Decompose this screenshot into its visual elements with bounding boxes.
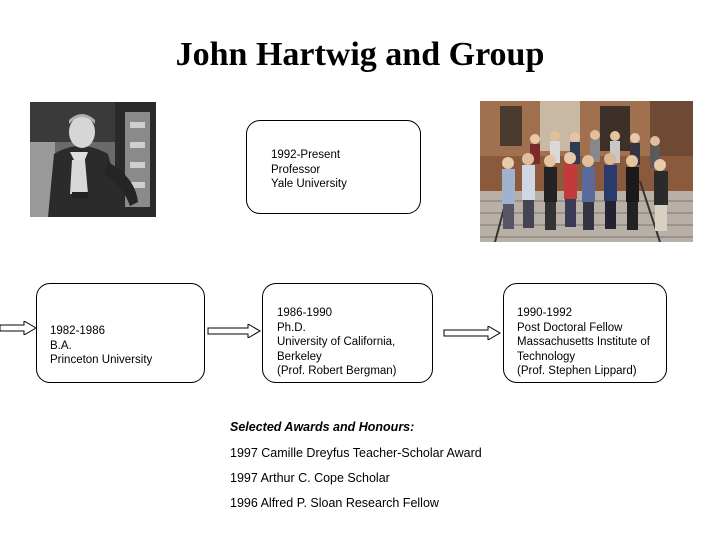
position-institution-line1: University of California, (277, 336, 396, 348)
awards-heading: Selected Awards and Honours: (230, 420, 415, 434)
arrow-right-icon (0, 321, 38, 335)
position-years: 1990-1992 (517, 307, 572, 319)
position-box-yale (246, 120, 421, 214)
position-years: 1982-1986 (50, 325, 105, 337)
position-role: B.A. (50, 339, 72, 352)
portrait-photo (30, 102, 156, 217)
position-institution-line1: Massachusetts Institute of (517, 336, 650, 348)
award-item: 1996 Alfred P. Sloan Research Fellow (230, 496, 439, 510)
award-item: 1997 Arthur C. Cope Scholar (230, 471, 390, 485)
position-institution: Princeton University (50, 354, 153, 366)
position-institution-line2: Technology (517, 350, 576, 363)
position-role: Professor (271, 163, 321, 176)
slide-title: John Hartwig and Group (175, 36, 545, 73)
award-item: 1997 Camille Dreyfus Teacher-Scholar Award (230, 446, 482, 460)
position-box-princeton (36, 283, 205, 383)
position-years: 1986-1990 (277, 307, 332, 319)
position-institution-line2: Berkeley (277, 350, 322, 363)
position-role: Post Doctoral Fellow (517, 321, 623, 334)
awards-section (230, 420, 482, 510)
position-box-berkeley (262, 283, 433, 383)
position-advisor: (Prof. Robert Bergman) (277, 365, 397, 377)
group-photo (480, 101, 693, 242)
arrow-right-icon (207, 324, 261, 338)
position-role: Ph.D. (277, 321, 306, 334)
position-advisor: (Prof. Stephen Lippard) (517, 365, 637, 377)
position-box-mit (503, 283, 667, 383)
arrow-right-icon (443, 326, 501, 340)
position-institution: Yale University (271, 178, 347, 190)
position-years: 1992-Present (271, 149, 341, 161)
